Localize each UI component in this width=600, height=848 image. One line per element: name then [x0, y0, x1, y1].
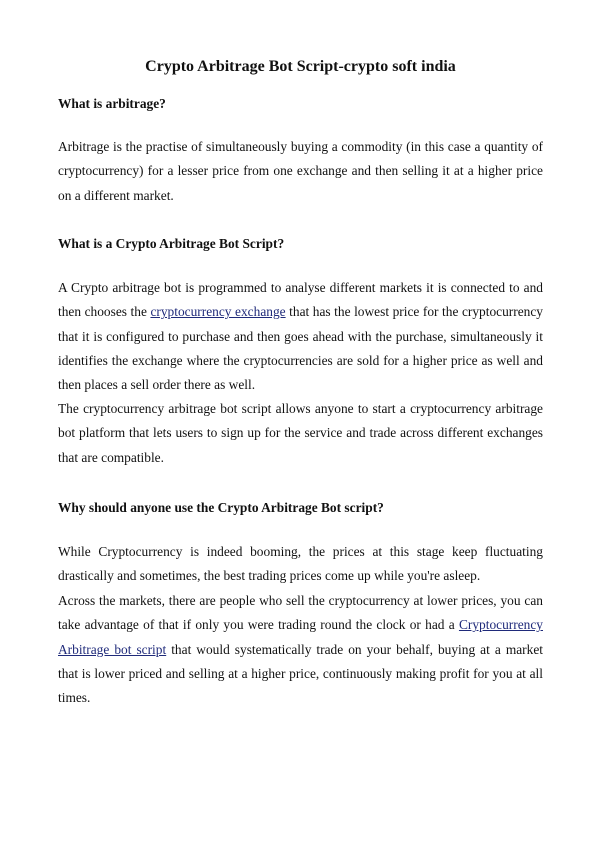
section-heading-bot-script: What is a Crypto Arbitrage Bot Script? — [58, 236, 285, 251]
section-heading-why-use: Why should anyone use the Crypto Arbitrage Bot script? — [58, 500, 384, 515]
paragraph-bot-description — [58, 276, 543, 397]
section-heading-what-is-arbitrage: What is arbitrage? — [58, 96, 166, 111]
page-title: Crypto Arbitrage Bot Script-crypto soft india — [145, 58, 456, 75]
paragraph-bot-platform: The cryptocurrency arbitrage bot script allows anyone to start a cryptocurrency arbitrage bot platform that lets users to sign up for the service and trade across different exchanges that are compatible. — [58, 401, 543, 465]
cryptocurrency-exchange-link[interactable]: cryptocurrency exchange — [150, 304, 286, 320]
paragraph-text: that would systematically trade on your behalf, buying at a market that is lower priced and selling at a higher price, continuously making profit for you at all times. — [58, 641, 543, 706]
paragraph-text: A Crypto arbitrage bot is programmed to analyse different markets it is connected to and then chooses the — [58, 280, 543, 320]
arbitrage-bot-script-link[interactable]: Cryptocurrency Arbitrage bot script — [58, 617, 543, 657]
paragraph-arbitrage-advantage — [58, 589, 543, 710]
paragraph-text: that has the lowest price for the cryptocurrency that it is configured to purchase and then goes ahead with the purchase, simultaneously it identifies the exchange where the cryptocurrencies are sold for a higher price as well and then places a sell order there as well. — [58, 304, 544, 393]
paragraph-arbitrage-definition: Arbitrage is the practise of simultaneously buying a commodity (in this case a quantity of cryptocurrency) for a lesser price from one exchange and then selling it at a higher price on a different market. — [58, 139, 543, 203]
paragraph-text: Across the markets, there are people who sell the cryptocurrency at lower prices, you can take advantage of that if only you were trading round the clock or had a — [58, 593, 543, 633]
paragraph-price-fluctuation: While Cryptocurrency is indeed booming, the prices at this stage keep fluctuating drastically and sometimes, the best trading prices come up while you're asleep. — [58, 544, 543, 584]
